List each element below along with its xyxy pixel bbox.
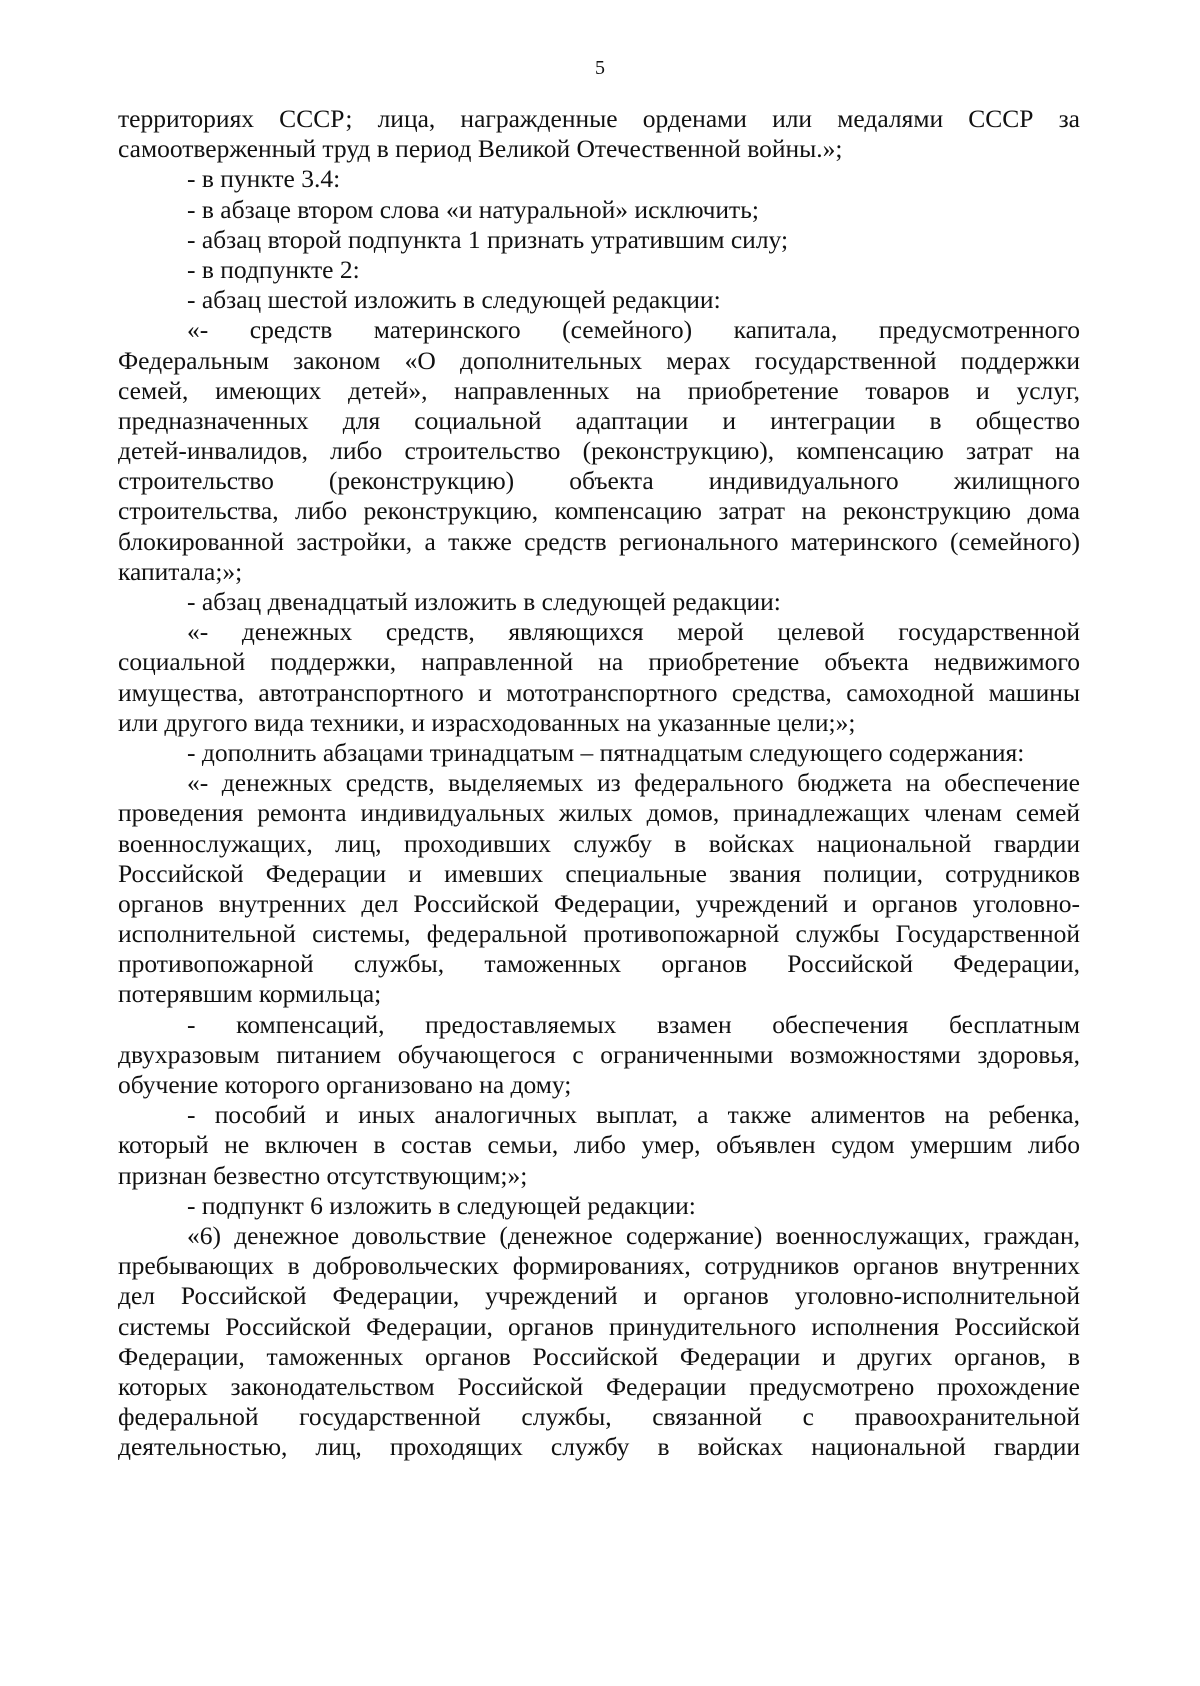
text-line: пребывающих в добровольческих формированиях, сотрудников органов внутренних: [118, 1251, 1080, 1281]
text-line: потерявшим кормильца;: [118, 979, 382, 1009]
text-line: дел Российской Федерации, учреждений и органов уголовно-исполнительной: [118, 1281, 1080, 1311]
text-line: Федерации, таможенных органов Российской Федерации и других органов, в: [118, 1341, 1080, 1371]
text-line: самоотверженный труд в период Великой Отечественной войны.»;: [118, 134, 843, 164]
text-line: территориях СССР; лица, награжденные орденами или медалями СССР за: [118, 104, 1080, 133]
text-line: который не включен в состав семьи, либо умер, объявлен судом умершим либо: [118, 1130, 1080, 1160]
text-line: которых законодательством Российской Федерации предусмотрено прохождение: [118, 1371, 1080, 1401]
text-line: строительства, либо реконструкцию, компенсацию затрат на реконструкцию дома: [118, 496, 1080, 526]
text-line: военнослужащих, лиц, проходивших службу в войсках национальной гвардии: [118, 828, 1080, 858]
text-line: исполнительной системы, федеральной противопожарной службы Государственной: [118, 919, 1080, 949]
text-line: или другого вида техники, и израсходованных на указанные цели;»;: [118, 707, 856, 737]
text-line: - дополнить абзацами тринадцатым – пятнадцатым следующего содержания:: [187, 737, 1025, 767]
text-line: детей-инвалидов, либо строительство (реконструкцию), компенсацию затрат на: [118, 436, 1080, 466]
text-line: - абзац двенадцатый изложить в следующей редакции:: [187, 587, 781, 616]
text-line: - в абзаце втором слова «и натуральной» исключить;: [187, 194, 759, 224]
text-line: социальной поддержки, направленной на приобретение объекта недвижимого: [118, 647, 1080, 677]
text-line: системы Российской Федерации, органов принудительного исполнения Российской: [118, 1311, 1080, 1341]
text-line: предназначенных для социальной адаптации и интеграции в общество: [118, 405, 1080, 435]
text-line: - абзац второй подпункта 1 признать утратившим силу;: [187, 224, 789, 254]
text-line: «- денежных средств, являющихся мерой целевой государственной: [187, 617, 1080, 647]
text-line: имущества, автотранспортного и мототранспортного средства, самоходной машины: [118, 677, 1080, 707]
text-line: семей, имеющих детей», направленных на приобретение товаров и услуг,: [118, 375, 1080, 405]
page-number: 5: [595, 57, 605, 79]
text-line: - в пункте 3.4:: [187, 164, 341, 194]
text-line: федеральной государственной службы, связанной с правоохранительной: [118, 1402, 1080, 1432]
text-line: - в подпункте 2:: [187, 254, 360, 284]
document-body: [118, 104, 1080, 1462]
text-line: - компенсаций, предоставляемых взамен обеспечения бесплатным: [187, 1009, 1080, 1039]
text-line: «6) денежное довольствие (денежное содержание) военнослужащих, граждан,: [187, 1220, 1080, 1250]
text-line: «- средств материнского (семейного) капитала, предусмотренного: [187, 315, 1080, 345]
text-line: Российской Федерации и имевших специальные звания полиции, сотрудников: [118, 858, 1080, 888]
text-line: «- денежных средств, выделяемых из федерального бюджета на обеспечение: [187, 768, 1080, 798]
text-line: блокированной застройки, а также средств регионального материнского (семейного): [118, 526, 1080, 556]
text-line: обучение которого организовано на дому;: [118, 1070, 572, 1099]
text-line: противопожарной службы, таможенных органов Российской Федерации,: [118, 949, 1080, 979]
text-line: строительство (реконструкцию) объекта индивидуального жилищного: [118, 466, 1080, 496]
text-line: признан безвестно отсутствующим;»;: [118, 1160, 528, 1190]
text-line: органов внутренних дел Российской Федерации, учреждений и органов уголовно-: [118, 888, 1080, 918]
text-line: Федеральным законом «О дополнительных мерах государственной поддержки: [118, 345, 1080, 375]
text-line: деятельностью, лиц, проходящих службу в войсках национальной гвардии: [118, 1432, 1080, 1462]
text-line: - абзац шестой изложить в следующей редакции:: [187, 285, 721, 315]
text-line: проведения ремонта индивидуальных жилых домов, принадлежащих членам семей: [118, 798, 1080, 828]
text-line: капитала;»;: [118, 556, 243, 586]
text-line: - пособий и иных аналогичных выплат, а также алиментов на ребенка,: [187, 1100, 1080, 1130]
text-line: - подпункт 6 изложить в следующей редакции:: [187, 1190, 696, 1220]
text-line: двухразовым питанием обучающегося с ограниченными возможностями здоровья,: [118, 1039, 1080, 1069]
